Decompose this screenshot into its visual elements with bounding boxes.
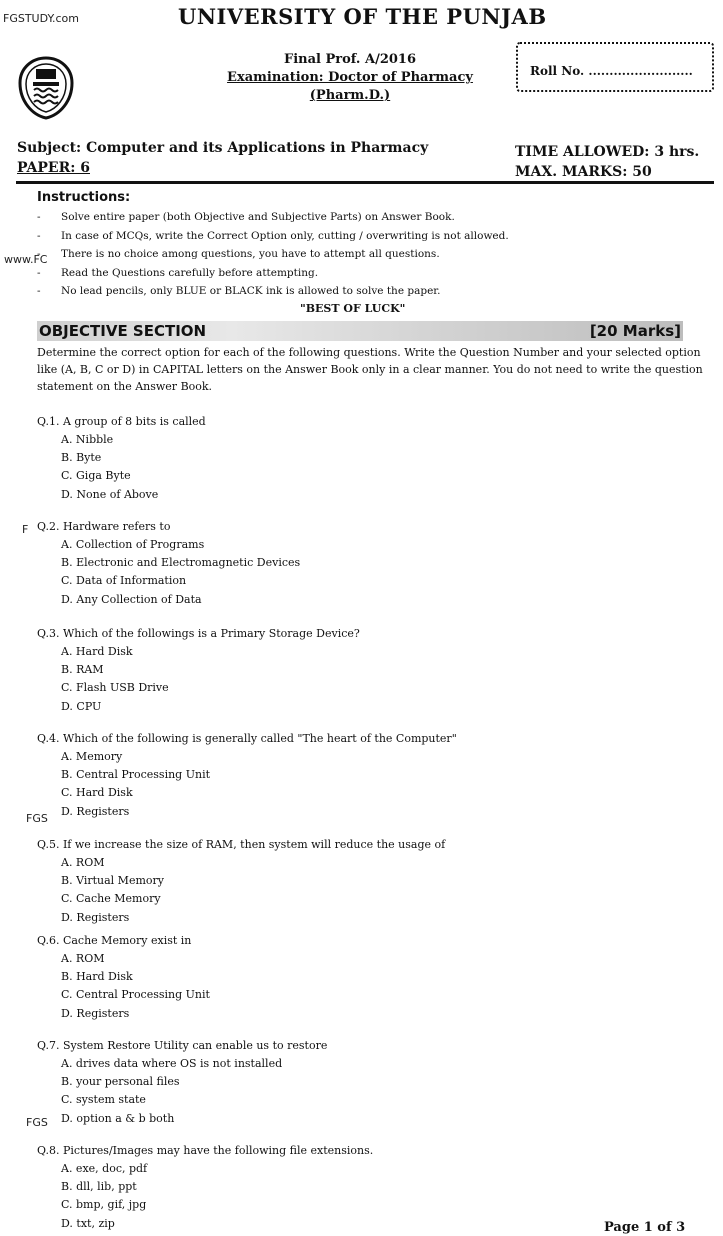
instruction-item: - There is no choice among questions, you have to attempt all questions. <box>37 245 617 264</box>
instructions-list <box>37 208 617 301</box>
question-option: A. Collection of Programs <box>61 538 205 551</box>
question-option: B. Hard Disk <box>61 970 133 984</box>
question-option: B. RAM <box>61 663 104 677</box>
question-6 <box>37 932 210 1023</box>
best-of-luck: "BEST OF LUCK" <box>300 302 406 315</box>
objective-directions: Determine the correct option for each of the following questions. Write the Question Number and your selected option like (A, B, C or D) in CAPITAL letters on the Answer Book only in a clear manner. You do not need to write the question statement on the Answer Book. <box>37 346 703 393</box>
roll-number-box: Roll No. ......................... <box>516 42 714 92</box>
question-4 <box>37 730 457 821</box>
watermark-left-2: F <box>22 523 29 536</box>
objective-section-bar <box>37 321 683 341</box>
question-option: C. Data of Information <box>61 574 187 588</box>
question-option: C. Cache Memory <box>61 892 161 906</box>
watermark-left-1: www.FC <box>4 253 48 266</box>
instruction-item: - Solve entire paper (both Objective and Subjective Parts) on Answer Book. <box>37 208 617 227</box>
question-option: D. Registers <box>61 910 130 924</box>
question-option: B. Electronic and Electromagnetic Devices <box>61 556 301 570</box>
instruction-item: - Read the Questions carefully before attempting. <box>37 264 617 283</box>
question-text: Q.7. System Restore Utility can enable us to restore <box>37 1039 328 1052</box>
question-option: A. drives data where OS is not installed <box>61 1057 283 1070</box>
question-option: A. ROM <box>61 856 105 869</box>
question-option: C. Flash USB Drive <box>61 681 169 695</box>
max-marks: MAX. MARKS: 50 <box>515 164 652 180</box>
exam-line-3: (Pharm.D.) <box>309 88 391 103</box>
exam-line-2: Examination: Doctor of Pharmacy <box>227 70 473 85</box>
question-7 <box>37 1037 327 1128</box>
university-title: UNIVERSITY OF THE PUNJAB <box>178 4 547 29</box>
question-option: C. Central Processing Unit <box>61 988 210 1002</box>
question-text: Q.1. A group of 8 bits is called <box>37 415 206 428</box>
question-option: D. Any Collection of Data <box>61 592 202 606</box>
question-option: A. Nibble <box>61 433 114 446</box>
question-text: Q.6. Cache Memory exist in <box>37 934 192 947</box>
question-option: C. system state <box>61 1093 146 1107</box>
header-divider <box>16 181 714 184</box>
paper-number: PAPER: 6 <box>17 160 90 176</box>
time-allowed: TIME ALLOWED: 3 hrs. <box>515 144 700 160</box>
question-option: B. Central Processing Unit <box>61 768 211 782</box>
question-option: A. Memory <box>61 750 123 763</box>
question-option: D. Registers <box>61 804 130 818</box>
question-5 <box>37 836 445 927</box>
exam-info <box>215 51 485 105</box>
university-crest-icon <box>16 55 76 121</box>
question-option: D. None of Above <box>61 487 159 501</box>
question-option: A. exe, doc, pdf <box>61 1162 148 1175</box>
instruction-item: - In case of MCQs, write the Correct Option only, cutting / overwriting is not allowed. <box>37 227 617 246</box>
page-number: Page 1 of 3 <box>604 1220 686 1235</box>
watermark-left-3: FGS <box>26 812 48 825</box>
question-option: B. your personal files <box>61 1075 180 1089</box>
question-text: Q.5. If we increase the size of RAM, then system will reduce the usage of <box>37 838 446 851</box>
question-option: B. Byte <box>61 451 102 465</box>
objective-marks: [20 Marks] <box>589 322 681 340</box>
watermark-top: FGSTUDY.com <box>3 12 79 25</box>
question-1 <box>37 413 206 504</box>
question-2 <box>37 518 300 609</box>
question-text: Q.2. Hardware refers to <box>37 520 171 533</box>
question-option: A. ROM <box>61 952 105 965</box>
watermark-left-4: FGS <box>26 1116 48 1129</box>
subject-line: Subject: Computer and its Applications in Pharmacy <box>17 140 429 156</box>
question-option: C. bmp, gif, jpg <box>61 1198 147 1212</box>
objective-title: OBJECTIVE SECTION <box>39 322 207 340</box>
question-option: B. Virtual Memory <box>61 874 164 888</box>
question-text: Q.3. Which of the followings is a Primary Storage Device? <box>37 627 360 640</box>
question-option: D. txt, zip <box>61 1216 115 1230</box>
exam-line-1: Final Prof. A/2016 <box>284 52 416 67</box>
instructions-heading: Instructions: <box>37 190 131 205</box>
question-option: D. CPU <box>61 699 102 713</box>
question-3 <box>37 625 360 716</box>
question-option: C. Hard Disk <box>61 786 133 800</box>
question-text: Q.8. Pictures/Images may have the following file extensions. <box>37 1144 374 1157</box>
instruction-item: - No lead pencils, only BLUE or BLACK ink is allowed to solve the paper. <box>37 282 617 301</box>
question-option: D. option a & b both <box>61 1111 175 1125</box>
question-text: Q.4. Which of the following is generally called "The heart of the Computer" <box>37 732 457 745</box>
question-option: B. dll, lib, ppt <box>61 1180 137 1194</box>
question-option: D. Registers <box>61 1006 130 1020</box>
question-option: A. Hard Disk <box>61 645 133 658</box>
question-8 <box>37 1142 373 1233</box>
question-option: C. Giga Byte <box>61 469 131 483</box>
